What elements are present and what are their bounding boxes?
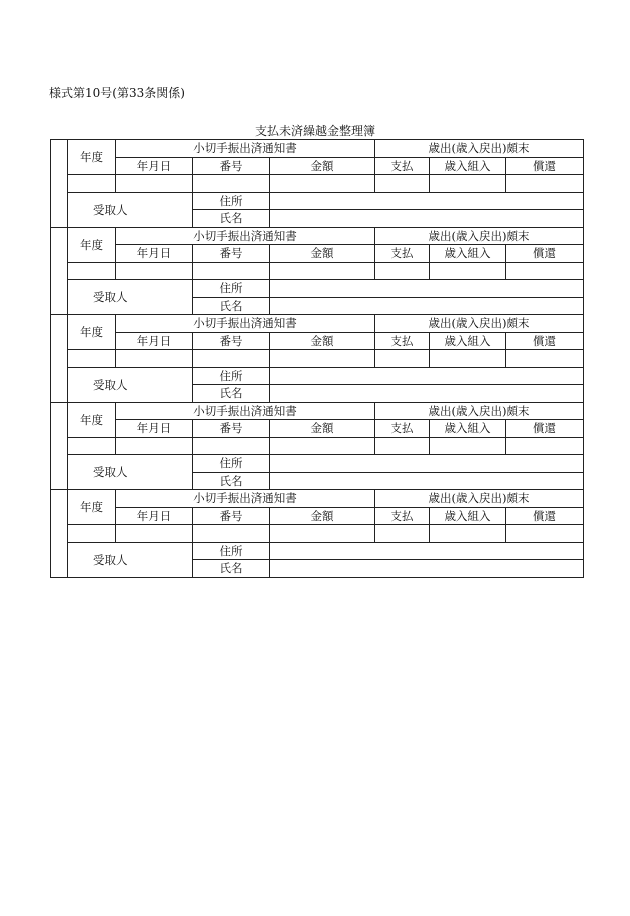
side-bar xyxy=(51,280,68,298)
recipient-label: 受取人 xyxy=(68,192,193,227)
redemption-cell[interactable] xyxy=(506,525,584,543)
ledger-row-subheader xyxy=(51,245,584,263)
payment-cell[interactable] xyxy=(375,525,430,543)
ledger-row-address xyxy=(51,542,584,560)
number-cell[interactable] xyxy=(193,350,270,368)
revenue-transfer-header: 歳入組入 xyxy=(430,157,506,175)
side-bar xyxy=(51,367,68,385)
expenditure-header: 歳出(歳入戻出)頗末 xyxy=(375,402,584,420)
fiscal-year-label: 年度 xyxy=(68,490,116,525)
side-bar xyxy=(51,332,68,350)
date-header: 年月日 xyxy=(116,507,193,525)
fiscal-year-cell[interactable] xyxy=(68,350,116,368)
fiscal-year-label: 年度 xyxy=(68,140,116,175)
number-header: 番号 xyxy=(193,507,270,525)
ledger-row-entry xyxy=(51,350,584,368)
ledger-table xyxy=(50,139,584,578)
payment-cell[interactable] xyxy=(375,437,430,455)
fiscal-year-label: 年度 xyxy=(68,315,116,350)
ledger-row-header xyxy=(51,402,584,420)
number-cell[interactable] xyxy=(193,437,270,455)
check-notice-header: 小切手振出済通知書 xyxy=(116,315,375,333)
payment-header: 支払 xyxy=(375,157,430,175)
amount-cell[interactable] xyxy=(270,437,375,455)
ledger-row-address xyxy=(51,455,584,473)
redemption-header: 償還 xyxy=(506,420,584,438)
date-cell[interactable] xyxy=(116,175,193,193)
side-bar xyxy=(51,140,68,158)
ledger-row-header xyxy=(51,490,584,508)
ledger-row-header xyxy=(51,227,584,245)
fiscal-year-cell[interactable] xyxy=(68,525,116,543)
check-notice-header: 小切手振出済通知書 xyxy=(116,140,375,158)
side-bar xyxy=(51,262,68,280)
address-value[interactable] xyxy=(270,367,584,385)
revenue-transfer-cell[interactable] xyxy=(430,262,506,280)
side-bar xyxy=(51,350,68,368)
name-label: 氏名 xyxy=(193,560,270,578)
ledger-row-entry xyxy=(51,437,584,455)
redemption-cell[interactable] xyxy=(506,175,584,193)
date-cell[interactable] xyxy=(116,350,193,368)
side-bar xyxy=(51,490,68,508)
side-bar xyxy=(51,455,68,473)
ledger-row-address xyxy=(51,192,584,210)
amount-header: 金額 xyxy=(270,157,375,175)
revenue-transfer-header: 歳入組入 xyxy=(430,420,506,438)
amount-cell[interactable] xyxy=(270,262,375,280)
side-bar xyxy=(51,227,68,245)
number-header: 番号 xyxy=(193,420,270,438)
address-label: 住所 xyxy=(193,542,270,560)
payment-header: 支払 xyxy=(375,420,430,438)
address-value[interactable] xyxy=(270,455,584,473)
amount-header: 金額 xyxy=(270,507,375,525)
redemption-cell[interactable] xyxy=(506,262,584,280)
name-value[interactable] xyxy=(270,472,584,490)
recipient-label: 受取人 xyxy=(68,280,193,315)
revenue-transfer-cell[interactable] xyxy=(430,350,506,368)
payment-cell[interactable] xyxy=(375,262,430,280)
fiscal-year-label: 年度 xyxy=(68,402,116,437)
ledger-row-entry xyxy=(51,262,584,280)
date-cell[interactable] xyxy=(116,262,193,280)
ledger-row-entry xyxy=(51,175,584,193)
payment-header: 支払 xyxy=(375,245,430,263)
amount-header: 金額 xyxy=(270,420,375,438)
address-label: 住所 xyxy=(193,192,270,210)
name-value[interactable] xyxy=(270,297,584,315)
amount-header: 金額 xyxy=(270,245,375,263)
name-value[interactable] xyxy=(270,210,584,228)
ledger-row-entry xyxy=(51,525,584,543)
check-notice-header: 小切手振出済通知書 xyxy=(116,227,375,245)
address-label: 住所 xyxy=(193,280,270,298)
document-title: 支払未済繰越金整理簿 xyxy=(254,124,375,138)
revenue-transfer-header: 歳入組入 xyxy=(430,245,506,263)
fiscal-year-cell[interactable] xyxy=(68,437,116,455)
redemption-header: 償還 xyxy=(506,332,584,350)
side-bar xyxy=(51,157,68,175)
side-bar xyxy=(51,210,68,228)
payment-header: 支払 xyxy=(375,332,430,350)
ledger-row-address xyxy=(51,367,584,385)
side-bar xyxy=(51,175,68,193)
date-cell[interactable] xyxy=(116,525,193,543)
number-header: 番号 xyxy=(193,332,270,350)
redemption-header: 償還 xyxy=(506,245,584,263)
date-header: 年月日 xyxy=(116,332,193,350)
date-header: 年月日 xyxy=(116,420,193,438)
payment-header: 支払 xyxy=(375,507,430,525)
form-number: 様式第10号(第33条関係) xyxy=(49,86,185,100)
amount-header: 金額 xyxy=(270,332,375,350)
date-header: 年月日 xyxy=(116,245,193,263)
ledger-row-header xyxy=(51,140,584,158)
side-bar xyxy=(51,507,68,525)
redemption-cell[interactable] xyxy=(506,350,584,368)
side-bar xyxy=(51,245,68,263)
redemption-cell[interactable] xyxy=(506,437,584,455)
ledger-row-subheader xyxy=(51,507,584,525)
name-value[interactable] xyxy=(270,385,584,403)
amount-cell[interactable] xyxy=(270,175,375,193)
name-label: 氏名 xyxy=(193,385,270,403)
recipient-label: 受取人 xyxy=(68,455,193,490)
name-label: 氏名 xyxy=(193,472,270,490)
ledger-body xyxy=(51,140,584,578)
ledger-row-address xyxy=(51,280,584,298)
side-bar xyxy=(51,315,68,333)
number-cell[interactable] xyxy=(193,262,270,280)
recipient-label: 受取人 xyxy=(68,542,193,577)
name-label: 氏名 xyxy=(193,297,270,315)
fiscal-year-cell[interactable] xyxy=(68,175,116,193)
recipient-label: 受取人 xyxy=(68,367,193,402)
address-value[interactable] xyxy=(270,280,584,298)
side-bar xyxy=(51,192,68,210)
side-bar xyxy=(51,560,68,578)
redemption-header: 償還 xyxy=(506,157,584,175)
ledger-row-subheader xyxy=(51,420,584,438)
expenditure-header: 歳出(歳入戻出)頗末 xyxy=(375,315,584,333)
number-header: 番号 xyxy=(193,157,270,175)
fiscal-year-cell[interactable] xyxy=(68,262,116,280)
payment-cell[interactable] xyxy=(375,350,430,368)
side-bar xyxy=(51,385,68,403)
revenue-transfer-cell[interactable] xyxy=(430,175,506,193)
payment-cell[interactable] xyxy=(375,175,430,193)
ledger-row-subheader xyxy=(51,332,584,350)
address-label: 住所 xyxy=(193,455,270,473)
revenue-transfer-header: 歳入組入 xyxy=(430,332,506,350)
amount-cell[interactable] xyxy=(270,350,375,368)
redemption-header: 償還 xyxy=(506,507,584,525)
fiscal-year-label: 年度 xyxy=(68,227,116,262)
number-cell[interactable] xyxy=(193,525,270,543)
expenditure-header: 歳出(歳入戻出)頗末 xyxy=(375,490,584,508)
address-label: 住所 xyxy=(193,367,270,385)
revenue-transfer-cell[interactable] xyxy=(430,437,506,455)
name-value[interactable] xyxy=(270,560,584,578)
revenue-transfer-header: 歳入組入 xyxy=(430,507,506,525)
address-value[interactable] xyxy=(270,542,584,560)
ledger-row-header xyxy=(51,315,584,333)
side-bar xyxy=(51,525,68,543)
check-notice-header: 小切手振出済通知書 xyxy=(116,490,375,508)
address-value[interactable] xyxy=(270,192,584,210)
revenue-transfer-cell[interactable] xyxy=(430,525,506,543)
check-notice-header: 小切手振出済通知書 xyxy=(116,402,375,420)
side-bar xyxy=(51,472,68,490)
side-bar xyxy=(51,420,68,438)
side-bar xyxy=(51,437,68,455)
expenditure-header: 歳出(歳入戻出)頗末 xyxy=(375,227,584,245)
expenditure-header: 歳出(歳入戻出)頗末 xyxy=(375,140,584,158)
side-bar xyxy=(51,542,68,560)
amount-cell[interactable] xyxy=(270,525,375,543)
side-bar xyxy=(51,297,68,315)
ledger-row-subheader xyxy=(51,157,584,175)
number-cell[interactable] xyxy=(193,175,270,193)
name-label: 氏名 xyxy=(193,210,270,228)
number-header: 番号 xyxy=(193,245,270,263)
side-bar xyxy=(51,402,68,420)
date-cell[interactable] xyxy=(116,437,193,455)
date-header: 年月日 xyxy=(116,157,193,175)
